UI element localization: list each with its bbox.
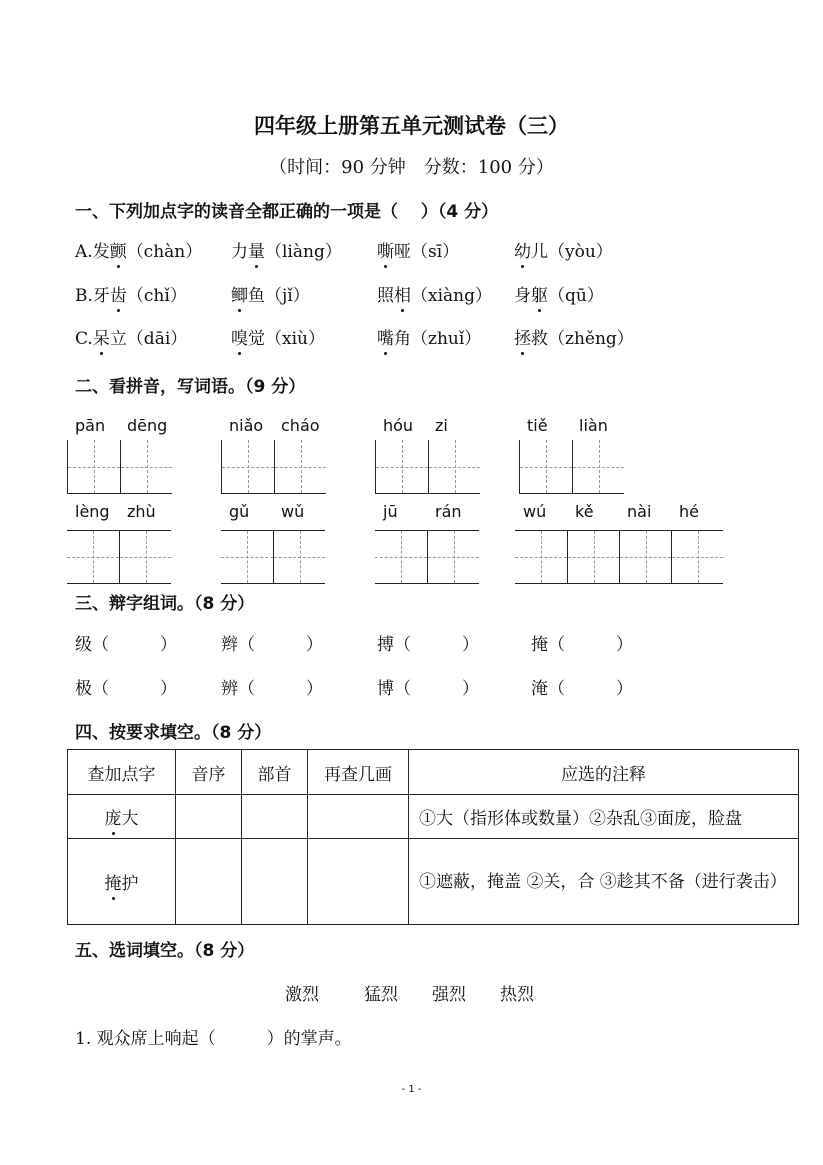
- option-item: [377, 237, 459, 262]
- word-text: 身: [514, 286, 531, 306]
- pinyin-label: dēng: [127, 416, 168, 435]
- option-item: [75, 237, 202, 262]
- word-pair-item: 辨（ ）: [221, 679, 323, 699]
- section4-heading: 四、按要求填空。（8 分）: [75, 723, 272, 743]
- word-text: 牙: [92, 286, 110, 306]
- table-row: [68, 795, 799, 839]
- section1-heading: 一、下列加点字的读音全都正确的一项是（ ）（4 分）: [75, 202, 499, 222]
- pinyin-label: zi: [435, 416, 448, 435]
- writing-grid: [221, 440, 326, 494]
- grid-cell[interactable]: [273, 531, 325, 583]
- blank-cell[interactable]: [176, 839, 242, 925]
- pinyin-label: kě: [575, 502, 594, 521]
- grid-cell[interactable]: [222, 440, 274, 493]
- option-letter: A.: [75, 242, 93, 262]
- dotted-char: 相: [394, 281, 411, 306]
- page-title: 四年级上册第五单元测试卷（三）: [254, 113, 569, 138]
- word-rest: 护: [121, 874, 139, 894]
- blank-cell[interactable]: [308, 839, 409, 925]
- grid-cell[interactable]: [274, 440, 326, 493]
- writing-grid: [67, 530, 171, 584]
- table-header-cell: 再查几画: [308, 750, 409, 795]
- reading-text: （qū）: [548, 286, 604, 306]
- writing-grid: [375, 530, 479, 584]
- blank-cell[interactable]: [242, 795, 308, 839]
- writing-grid: [515, 530, 723, 584]
- blank-cell[interactable]: [176, 795, 242, 839]
- dotted-char: 嘴: [377, 324, 394, 349]
- word-pair-item: 级（ ）: [75, 635, 177, 655]
- question-1: 1. 观众席上响起（ ）的掌声。: [75, 1029, 352, 1049]
- reading-text: 觉（xiù）: [248, 329, 325, 349]
- grid-cell[interactable]: [572, 440, 624, 493]
- writing-grid: [375, 440, 480, 494]
- word-text: 照: [377, 286, 394, 306]
- pinyin-label: niǎo: [229, 416, 264, 435]
- word-pair-item: 极（ ）: [75, 679, 177, 699]
- option-item: [514, 281, 604, 306]
- dotted-char: 嗅: [231, 324, 248, 349]
- table-header-cell: 应选的注释: [409, 750, 799, 795]
- grid-cell[interactable]: [427, 531, 479, 583]
- table-word-cell: [68, 795, 176, 839]
- pinyin-label: nài: [627, 502, 652, 521]
- pinyin-label: tiě: [527, 416, 548, 435]
- pinyin-label: cháo: [281, 416, 320, 435]
- dotted-char: 拯: [514, 324, 531, 349]
- option-item: [231, 324, 325, 349]
- pinyin-label: wú: [523, 502, 547, 521]
- writing-grid: [221, 530, 325, 584]
- grid-cell[interactable]: [515, 531, 567, 583]
- page-subtitle: （时间：90 分钟 分数：100 分）: [269, 157, 554, 178]
- blank-cell[interactable]: [242, 839, 308, 925]
- reading-text: 鱼（jǐ）: [248, 286, 310, 306]
- dotted-char: 鲫: [231, 281, 248, 306]
- grid-cell[interactable]: [375, 531, 427, 583]
- reading-text: （liàng）: [265, 242, 342, 262]
- grid-cell[interactable]: [120, 440, 172, 493]
- meaning-cell: ①大（指形体或数量）②杂乱③面庞，脸盘: [409, 795, 799, 839]
- pinyin-label: wǔ: [281, 502, 305, 521]
- reading-text: 角（zhuǐ）: [394, 329, 482, 349]
- dotted-char: 掩: [105, 869, 122, 894]
- option-item: [231, 281, 310, 306]
- section5-heading: 五、选词填空。（8 分）: [75, 941, 255, 961]
- writing-grid: [519, 440, 624, 494]
- pinyin-label: jū: [383, 502, 398, 521]
- word-bank-item: 猛烈: [364, 985, 398, 1005]
- reading-text: 救（zhěng）: [531, 329, 634, 349]
- word-text: 力: [231, 242, 248, 262]
- word-rest: 大: [121, 809, 139, 829]
- reading-text: （chǐ）: [126, 286, 187, 306]
- pinyin-label: lèng: [75, 502, 110, 521]
- grid-cell[interactable]: [67, 531, 119, 583]
- grid-cell[interactable]: [119, 531, 171, 583]
- word-pair-item: 博（ ）: [377, 679, 479, 699]
- grid-cell[interactable]: [619, 531, 671, 583]
- reading-text: 儿（yòu）: [531, 242, 613, 262]
- page-number: - 1 -: [401, 1084, 422, 1095]
- grid-cell[interactable]: [221, 531, 273, 583]
- meaning-cell: ①遮蔽，掩盖 ②关，合 ③趁其不备（进行袭击）: [409, 839, 799, 925]
- option-letter: C.: [75, 329, 93, 349]
- grid-cell[interactable]: [428, 440, 480, 493]
- dotted-char: 嘶: [377, 237, 394, 262]
- reading-text: 立（dāi）: [109, 329, 188, 349]
- dotted-char: 呆: [93, 324, 110, 349]
- dotted-char: 庞: [105, 804, 122, 829]
- table-header-cell: 查加点字: [68, 750, 176, 795]
- word-pair-item: 淹（ ）: [531, 679, 633, 699]
- dotted-char: 量: [248, 237, 265, 262]
- option-item: [75, 324, 187, 349]
- pinyin-label: pān: [75, 416, 106, 435]
- grid-cell[interactable]: [567, 531, 619, 583]
- pinyin-label: liàn: [579, 416, 608, 435]
- pinyin-label: rán: [435, 502, 462, 521]
- dotted-char: 颤: [110, 237, 127, 262]
- pinyin-label: hóu: [383, 416, 414, 435]
- option-item: [231, 237, 342, 262]
- table-header-row: [68, 750, 799, 795]
- grid-cell[interactable]: [520, 440, 572, 493]
- word-pair-item: 搏（ ）: [377, 635, 479, 655]
- grid-cell[interactable]: [376, 440, 428, 493]
- dotted-char: 幼: [514, 237, 531, 262]
- option-item: [514, 237, 613, 262]
- option-item: [377, 324, 481, 349]
- pinyin-label: hé: [679, 502, 699, 521]
- reading-text: 哑（sī）: [394, 242, 460, 262]
- pinyin-label: zhù: [127, 502, 156, 521]
- writing-grid: [67, 440, 172, 494]
- word-text: 发: [92, 242, 110, 262]
- grid-cell[interactable]: [68, 440, 120, 493]
- table-row: [68, 839, 799, 925]
- word-pair-item: 辫（ ）: [221, 635, 323, 655]
- word-bank-item: 强烈: [432, 985, 466, 1005]
- grid-cell[interactable]: [671, 531, 723, 583]
- word-bank-item: 热烈: [500, 985, 534, 1005]
- section3-heading: 三、辩字组词。（8 分）: [75, 594, 255, 614]
- dotted-char: 躯: [531, 281, 548, 306]
- reading-text: （chàn）: [126, 242, 203, 262]
- reading-text: （xiàng）: [411, 286, 492, 306]
- option-item: [377, 281, 492, 306]
- option-item: [75, 281, 187, 306]
- option-item: [514, 324, 634, 349]
- dotted-char: 齿: [110, 281, 127, 306]
- table-header-cell: 部首: [242, 750, 308, 795]
- table-header-cell: 音序: [176, 750, 242, 795]
- word-pair-item: 掩（ ）: [531, 635, 633, 655]
- table-word-cell: [68, 839, 176, 925]
- section2-heading: 二、看拼音，写词语。（9 分）: [75, 377, 306, 397]
- word-bank-item: 激烈: [285, 985, 319, 1005]
- pinyin-label: gǔ: [229, 502, 250, 521]
- blank-cell[interactable]: [308, 795, 409, 839]
- option-letter: B.: [75, 286, 93, 306]
- dictionary-table: [67, 749, 799, 925]
